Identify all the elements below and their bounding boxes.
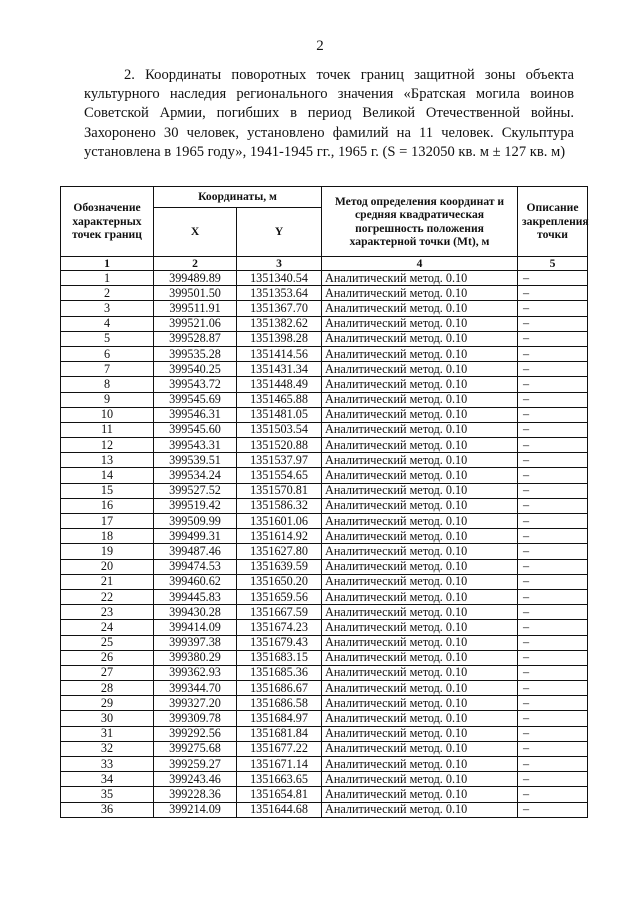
header-y: Y [237, 208, 322, 257]
method-cell: Аналитический метод. 0.10 [322, 438, 518, 453]
table-row [61, 741, 588, 756]
y-coordinate-cell: 1351537.97 [237, 453, 322, 468]
y-coordinate-cell: 1351679.43 [237, 635, 322, 650]
description-cell: – [518, 438, 588, 453]
column-number: 1 [61, 257, 154, 271]
y-coordinate-cell: 1351614.92 [237, 529, 322, 544]
point-id-cell: 20 [61, 559, 154, 574]
method-cell: Аналитический метод. 0.10 [322, 498, 518, 513]
header-coords: Координаты, м [154, 187, 322, 208]
point-id-cell: 33 [61, 757, 154, 772]
point-id-cell: 29 [61, 696, 154, 711]
x-coordinate-cell: 399545.69 [154, 392, 237, 407]
method-cell: Аналитический метод. 0.10 [322, 377, 518, 392]
x-coordinate-cell: 399543.72 [154, 377, 237, 392]
point-id-cell: 1 [61, 271, 154, 286]
table-row [61, 453, 588, 468]
description-cell: – [518, 498, 588, 513]
table-row [61, 514, 588, 529]
x-coordinate-cell: 399445.83 [154, 589, 237, 604]
method-cell: Аналитический метод. 0.10 [322, 696, 518, 711]
table-row [61, 635, 588, 650]
point-id-cell: 7 [61, 362, 154, 377]
y-coordinate-cell: 1351650.20 [237, 574, 322, 589]
y-coordinate-cell: 1351448.49 [237, 377, 322, 392]
y-coordinate-cell: 1351683.15 [237, 650, 322, 665]
method-cell: Аналитический метод. 0.10 [322, 772, 518, 787]
method-cell: Аналитический метод. 0.10 [322, 802, 518, 817]
point-id-cell: 35 [61, 787, 154, 802]
description-cell: – [518, 787, 588, 802]
y-coordinate-cell: 1351667.59 [237, 605, 322, 620]
table-row [61, 286, 588, 301]
point-id-cell: 6 [61, 346, 154, 361]
description-cell: – [518, 468, 588, 483]
header-point: Обозначение характерных точек границ [61, 187, 154, 257]
description-cell: – [518, 529, 588, 544]
column-number: 4 [322, 257, 518, 271]
table-row [61, 438, 588, 453]
column-number-row [61, 257, 588, 271]
x-coordinate-cell: 399275.68 [154, 741, 237, 756]
point-id-cell: 11 [61, 422, 154, 437]
description-cell: – [518, 589, 588, 604]
method-cell: Аналитический метод. 0.10 [322, 726, 518, 741]
x-coordinate-cell: 399534.24 [154, 468, 237, 483]
point-id-cell: 14 [61, 468, 154, 483]
coordinates-table [60, 186, 588, 818]
header-x: X [154, 208, 237, 257]
table-row [61, 483, 588, 498]
point-id-cell: 4 [61, 316, 154, 331]
y-coordinate-cell: 1351674.23 [237, 620, 322, 635]
point-id-cell: 5 [61, 331, 154, 346]
method-cell: Аналитический метод. 0.10 [322, 529, 518, 544]
x-coordinate-cell: 399259.27 [154, 757, 237, 772]
table-row [61, 726, 588, 741]
table-header-row [61, 187, 588, 208]
method-cell: Аналитический метод. 0.10 [322, 271, 518, 286]
table-row [61, 772, 588, 787]
description-cell: – [518, 422, 588, 437]
description-cell: – [518, 620, 588, 635]
description-cell: – [518, 544, 588, 559]
table-row [61, 711, 588, 726]
table-row [61, 574, 588, 589]
point-id-cell: 9 [61, 392, 154, 407]
x-coordinate-cell: 399535.28 [154, 346, 237, 361]
method-cell: Аналитический метод. 0.10 [322, 544, 518, 559]
x-coordinate-cell: 399543.31 [154, 438, 237, 453]
x-coordinate-cell: 399499.31 [154, 529, 237, 544]
description-cell: – [518, 301, 588, 316]
method-cell: Аналитический метод. 0.10 [322, 650, 518, 665]
y-coordinate-cell: 1351570.81 [237, 483, 322, 498]
point-id-cell: 3 [61, 301, 154, 316]
method-cell: Аналитический метод. 0.10 [322, 468, 518, 483]
table-row [61, 407, 588, 422]
point-id-cell: 32 [61, 741, 154, 756]
y-coordinate-cell: 1351382.62 [237, 316, 322, 331]
y-coordinate-cell: 1351503.54 [237, 422, 322, 437]
point-id-cell: 17 [61, 514, 154, 529]
point-id-cell: 26 [61, 650, 154, 665]
y-coordinate-cell: 1351481.05 [237, 407, 322, 422]
method-cell: Аналитический метод. 0.10 [322, 605, 518, 620]
description-cell: – [518, 574, 588, 589]
description-cell: – [518, 392, 588, 407]
x-coordinate-cell: 399546.31 [154, 407, 237, 422]
table-row [61, 422, 588, 437]
x-coordinate-cell: 399243.46 [154, 772, 237, 787]
method-cell: Аналитический метод. 0.10 [322, 681, 518, 696]
point-id-cell: 22 [61, 589, 154, 604]
description-cell: – [518, 741, 588, 756]
x-coordinate-cell: 399511.91 [154, 301, 237, 316]
x-coordinate-cell: 399460.62 [154, 574, 237, 589]
page-number: 2 [316, 38, 324, 54]
table-body [61, 271, 588, 818]
description-cell: – [518, 331, 588, 346]
point-id-cell: 2 [61, 286, 154, 301]
table-row [61, 301, 588, 316]
table-row [61, 362, 588, 377]
description-cell: – [518, 696, 588, 711]
method-cell: Аналитический метод. 0.10 [322, 711, 518, 726]
table-row [61, 468, 588, 483]
description-cell: – [518, 407, 588, 422]
table-row [61, 316, 588, 331]
point-id-cell: 19 [61, 544, 154, 559]
y-coordinate-cell: 1351340.54 [237, 271, 322, 286]
table-row [61, 787, 588, 802]
description-cell: – [518, 286, 588, 301]
method-cell: Аналитический метод. 0.10 [322, 301, 518, 316]
point-id-cell: 23 [61, 605, 154, 620]
table-row [61, 392, 588, 407]
x-coordinate-cell: 399309.78 [154, 711, 237, 726]
table-row [61, 589, 588, 604]
y-coordinate-cell: 1351681.84 [237, 726, 322, 741]
description-cell: – [518, 757, 588, 772]
x-coordinate-cell: 399292.56 [154, 726, 237, 741]
x-coordinate-cell: 399519.42 [154, 498, 237, 513]
x-coordinate-cell: 399509.99 [154, 514, 237, 529]
x-coordinate-cell: 399528.87 [154, 331, 237, 346]
x-coordinate-cell: 399487.46 [154, 544, 237, 559]
y-coordinate-cell: 1351520.88 [237, 438, 322, 453]
x-coordinate-cell: 399489.89 [154, 271, 237, 286]
intro-paragraph: 2. Координаты поворотных точек границ защитной зоны объекта культурного наследия регионального значения «Братская могила воинов Советской Армии, погибших в период Великой Отечественной войны. Захоронено 30 человек, установлено фамилий на 11 человек. Скульптура установлена в 1965 году», 1941-1945 гг., 1965 г. (S = 132050 кв. м ± 127 кв. м) [84, 67, 574, 160]
y-coordinate-cell: 1351685.36 [237, 665, 322, 680]
y-coordinate-cell: 1351639.59 [237, 559, 322, 574]
x-coordinate-cell: 399430.28 [154, 605, 237, 620]
table-row [61, 498, 588, 513]
method-cell: Аналитический метод. 0.10 [322, 559, 518, 574]
x-coordinate-cell: 399501.50 [154, 286, 237, 301]
point-id-cell: 30 [61, 711, 154, 726]
x-coordinate-cell: 399228.36 [154, 787, 237, 802]
method-cell: Аналитический метод. 0.10 [322, 635, 518, 650]
description-cell: – [518, 514, 588, 529]
method-cell: Аналитический метод. 0.10 [322, 346, 518, 361]
method-cell: Аналитический метод. 0.10 [322, 757, 518, 772]
description-cell: – [518, 650, 588, 665]
description-cell: – [518, 726, 588, 741]
point-id-cell: 8 [61, 377, 154, 392]
y-coordinate-cell: 1351414.56 [237, 346, 322, 361]
table-row [61, 650, 588, 665]
description-cell: – [518, 802, 588, 817]
y-coordinate-cell: 1351627.80 [237, 544, 322, 559]
point-id-cell: 34 [61, 772, 154, 787]
y-coordinate-cell: 1351663.65 [237, 772, 322, 787]
y-coordinate-cell: 1351465.88 [237, 392, 322, 407]
table-row [61, 331, 588, 346]
table-row [61, 681, 588, 696]
description-cell: – [518, 316, 588, 331]
y-coordinate-cell: 1351586.32 [237, 498, 322, 513]
table-row [61, 665, 588, 680]
point-id-cell: 15 [61, 483, 154, 498]
y-coordinate-cell: 1351684.97 [237, 711, 322, 726]
method-cell: Аналитический метод. 0.10 [322, 589, 518, 604]
table-row [61, 529, 588, 544]
x-coordinate-cell: 399540.25 [154, 362, 237, 377]
description-cell: – [518, 346, 588, 361]
method-cell: Аналитический метод. 0.10 [322, 286, 518, 301]
table-row [61, 559, 588, 574]
method-cell: Аналитический метод. 0.10 [322, 422, 518, 437]
y-coordinate-cell: 1351554.65 [237, 468, 322, 483]
point-id-cell: 24 [61, 620, 154, 635]
description-cell: – [518, 362, 588, 377]
method-cell: Аналитический метод. 0.10 [322, 787, 518, 802]
x-coordinate-cell: 399539.51 [154, 453, 237, 468]
y-coordinate-cell: 1351398.28 [237, 331, 322, 346]
point-id-cell: 13 [61, 453, 154, 468]
point-id-cell: 16 [61, 498, 154, 513]
table-row [61, 605, 588, 620]
x-coordinate-cell: 399545.60 [154, 422, 237, 437]
table-row [61, 620, 588, 635]
description-cell: – [518, 483, 588, 498]
x-coordinate-cell: 399414.09 [154, 620, 237, 635]
method-cell: Аналитический метод. 0.10 [322, 392, 518, 407]
table-row [61, 271, 588, 286]
y-coordinate-cell: 1351601.06 [237, 514, 322, 529]
y-coordinate-cell: 1351654.81 [237, 787, 322, 802]
y-coordinate-cell: 1351431.34 [237, 362, 322, 377]
column-number: 3 [237, 257, 322, 271]
description-cell: – [518, 711, 588, 726]
x-coordinate-cell: 399344.70 [154, 681, 237, 696]
method-cell: Аналитический метод. 0.10 [322, 665, 518, 680]
description-cell: – [518, 271, 588, 286]
method-cell: Аналитический метод. 0.10 [322, 331, 518, 346]
description-cell: – [518, 665, 588, 680]
method-cell: Аналитический метод. 0.10 [322, 741, 518, 756]
table-row [61, 757, 588, 772]
point-id-cell: 28 [61, 681, 154, 696]
description-cell: – [518, 635, 588, 650]
description-cell: – [518, 772, 588, 787]
y-coordinate-cell: 1351353.64 [237, 286, 322, 301]
point-id-cell: 25 [61, 635, 154, 650]
description-cell: – [518, 453, 588, 468]
header-description: Описание закрепления точки [518, 187, 588, 257]
point-id-cell: 31 [61, 726, 154, 741]
y-coordinate-cell: 1351686.58 [237, 696, 322, 711]
point-id-cell: 36 [61, 802, 154, 817]
y-coordinate-cell: 1351644.68 [237, 802, 322, 817]
x-coordinate-cell: 399214.09 [154, 802, 237, 817]
y-coordinate-cell: 1351659.56 [237, 589, 322, 604]
description-cell: – [518, 605, 588, 620]
x-coordinate-cell: 399397.38 [154, 635, 237, 650]
y-coordinate-cell: 1351367.70 [237, 301, 322, 316]
column-number: 2 [154, 257, 237, 271]
x-coordinate-cell: 399380.29 [154, 650, 237, 665]
x-coordinate-cell: 399474.53 [154, 559, 237, 574]
description-cell: – [518, 377, 588, 392]
point-id-cell: 27 [61, 665, 154, 680]
method-cell: Аналитический метод. 0.10 [322, 316, 518, 331]
point-id-cell: 21 [61, 574, 154, 589]
method-cell: Аналитический метод. 0.10 [322, 620, 518, 635]
point-id-cell: 18 [61, 529, 154, 544]
header-method: Метод определения координат и средняя квадратическая погрешность положения характерной точки (Mt), м [322, 187, 518, 257]
method-cell: Аналитический метод. 0.10 [322, 483, 518, 498]
method-cell: Аналитический метод. 0.10 [322, 574, 518, 589]
x-coordinate-cell: 399527.52 [154, 483, 237, 498]
table-row [61, 802, 588, 817]
description-cell: – [518, 559, 588, 574]
method-cell: Аналитический метод. 0.10 [322, 362, 518, 377]
point-id-cell: 10 [61, 407, 154, 422]
method-cell: Аналитический метод. 0.10 [322, 407, 518, 422]
y-coordinate-cell: 1351671.14 [237, 757, 322, 772]
column-number: 5 [518, 257, 588, 271]
table-row [61, 346, 588, 361]
y-coordinate-cell: 1351686.67 [237, 681, 322, 696]
y-coordinate-cell: 1351677.22 [237, 741, 322, 756]
x-coordinate-cell: 399327.20 [154, 696, 237, 711]
table-row [61, 544, 588, 559]
table-row [61, 377, 588, 392]
x-coordinate-cell: 399521.06 [154, 316, 237, 331]
description-cell: – [518, 681, 588, 696]
method-cell: Аналитический метод. 0.10 [322, 453, 518, 468]
method-cell: Аналитический метод. 0.10 [322, 514, 518, 529]
x-coordinate-cell: 399362.93 [154, 665, 237, 680]
table-row [61, 696, 588, 711]
point-id-cell: 12 [61, 438, 154, 453]
